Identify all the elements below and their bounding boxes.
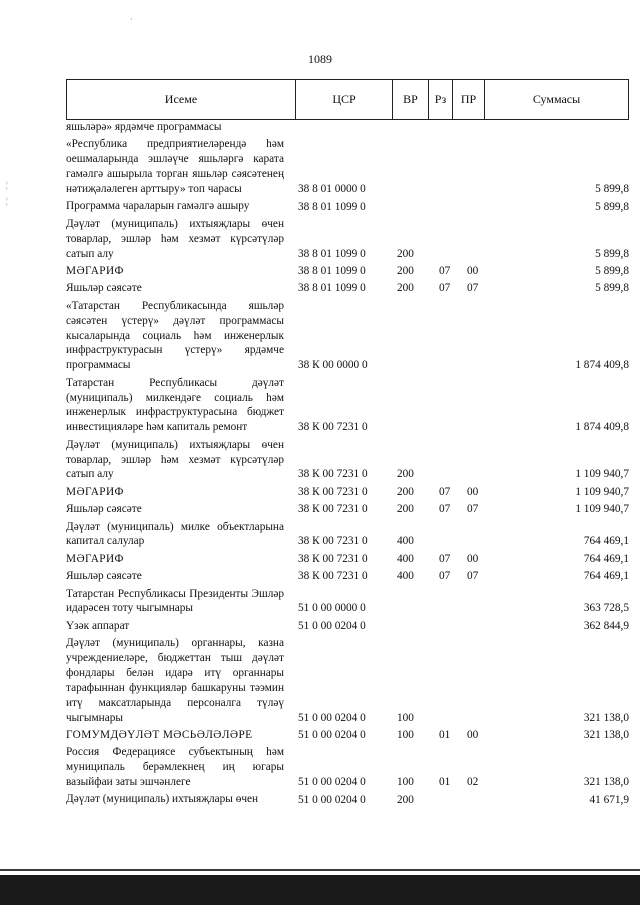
- row-csr: 51 0 00 0204 0: [298, 619, 366, 632]
- row-vr: 100: [397, 729, 414, 742]
- row-sum: 764 469,1: [583, 552, 629, 565]
- table-row: [66, 438, 629, 483]
- row-csr: 51 0 00 0204 0: [298, 793, 366, 806]
- table-row: [66, 120, 629, 135]
- row-name: Татарстан Республикасы дәүләт (муниципаль) милкендәге социаль һәм инженерлык инфраструктурасына бюджет инвестицияләре һәм капиталь ремонт: [66, 376, 284, 434]
- table-row: [66, 728, 629, 743]
- row-vr: 400: [397, 570, 414, 583]
- table-header: [66, 79, 629, 120]
- row-pr: 02: [467, 776, 479, 789]
- table-row: [66, 792, 629, 807]
- row-pr: 07: [467, 282, 479, 295]
- row-pr: 00: [467, 265, 479, 277]
- row-rz: 07: [439, 503, 451, 516]
- row-vr: 200: [397, 265, 414, 277]
- row-sum: 1 874 409,8: [575, 359, 629, 372]
- row-csr: 38 8 01 0000 0: [298, 183, 366, 196]
- header-pr: ПР: [453, 80, 485, 119]
- row-name: «Республика предприятиеләрендә һәм оешмаларында эшләүче яшьләргә карата гамәлгә ашырыла торган яшьләр сәясәтенең нәтиҗәләлеген арттыру» топ чарасы: [66, 138, 284, 196]
- row-sum: 764 469,1: [583, 535, 629, 548]
- row-csr: 38 8 01 1099 0: [298, 265, 366, 277]
- row-vr: 200: [397, 793, 414, 806]
- row-sum: 5 899,8: [595, 265, 629, 277]
- table-row: [66, 485, 629, 500]
- row-name: яшьләрә» ярдәмче программасы: [66, 121, 222, 133]
- row-sum: 1 109 940,7: [575, 485, 629, 498]
- row-sum: 764 469,1: [583, 570, 629, 583]
- scan-mark: ·: [130, 14, 133, 24]
- row-sum: 1 109 940,7: [575, 503, 629, 516]
- row-sum: 363 728,5: [583, 602, 629, 615]
- row-sum: 5 899,8: [595, 183, 629, 196]
- row-name: Дәүләт (муниципаль) ихтыяҗлары өчен товарлар, эшләр һәм хезмәт күрсәтүләр сатып алу: [66, 438, 284, 481]
- row-vr: 100: [397, 776, 414, 789]
- row-rz: 01: [439, 776, 451, 789]
- row-csr: 38 К 00 7231 0: [298, 535, 368, 548]
- row-rz: 07: [439, 265, 451, 277]
- table-row: [66, 217, 629, 262]
- row-name: Дәүләт (муниципаль) ихтыяҗлары өчен товарлар, эшләр һәм хезмәт күрсәтүләр сатып алу: [66, 217, 284, 260]
- page-number: 1089: [308, 52, 332, 66]
- row-pr: 07: [467, 503, 479, 516]
- row-csr: 38 К 00 7231 0: [298, 503, 368, 516]
- table-row: [66, 619, 629, 634]
- row-vr: 200: [397, 282, 414, 295]
- row-name: Дәүләт (муниципаль) милке объектларына капитал салулар: [66, 520, 284, 548]
- row-sum: 5 899,8: [595, 200, 629, 213]
- row-name: Программа чараларын гамәлгә ашыру: [66, 200, 250, 213]
- row-name: Дәүләт (муниципаль) органнары, казна учреждениеләре, бюджеттан тыш дәүләт фондлары белән идарә итү органнары тарафыннан функцияләр башкаруны тәэмин итү максатларында персоналга түләү чыгымнары: [66, 637, 284, 724]
- table-row: [66, 376, 629, 436]
- header-sum: Суммасы: [532, 92, 581, 106]
- row-sum: 321 138,0: [583, 776, 629, 789]
- row-csr: 38 К 00 7231 0: [298, 570, 368, 583]
- row-name: Россия Федерациясе субъектының һәм муниципаль берәмлекнең иң югары вазыйфаи заты эшчәнлеге: [66, 746, 284, 789]
- row-name: Үзәк аппарат: [66, 619, 130, 632]
- row-vr: 400: [397, 535, 414, 548]
- row-csr: 38 8 01 1099 0: [298, 200, 366, 213]
- row-name: МӘГАРИФ: [66, 552, 124, 565]
- scan-edge: [0, 875, 640, 905]
- row-vr: 400: [397, 552, 414, 565]
- header-vr: ВР: [393, 80, 429, 119]
- row-sum: 1 874 409,8: [575, 421, 629, 434]
- row-name: «Татарстан Республикасында яшьләр сәясәтен үстерү» дәүләт программасы кысаларында социаль һәм инженерлык инфраструктурасын үстерү» ярдәмче программасы: [66, 299, 284, 372]
- row-sum: 5 899,8: [595, 282, 629, 295]
- table-row: [66, 552, 629, 567]
- table-row: [66, 502, 629, 517]
- row-csr: 38 К 00 7231 0: [298, 468, 368, 481]
- scan-edge-line: [0, 869, 640, 871]
- row-pr: 07: [467, 570, 479, 583]
- row-pr: 00: [467, 485, 479, 498]
- row-csr: 51 0 00 0204 0: [298, 776, 366, 789]
- row-sum: 362 844,9: [583, 619, 629, 632]
- row-name: Яшьләр сәясәте: [66, 503, 142, 516]
- table-row: [66, 199, 629, 214]
- table-body: [66, 120, 629, 807]
- row-vr: 200: [397, 485, 414, 498]
- row-name: Яшьләр сәясәте: [66, 282, 142, 295]
- scan-mark: ¦: [6, 180, 8, 190]
- row-csr: 38 К 00 7231 0: [298, 421, 368, 434]
- table-row: [66, 587, 629, 617]
- row-sum: 321 138,0: [583, 729, 629, 742]
- row-name: Татарстан Республикасы Президенты Эшләр идарәсен тоту чыгымнары: [66, 587, 284, 615]
- header-csr: ЦСР: [296, 80, 393, 119]
- scan-mark: ¦: [6, 196, 8, 206]
- row-name: ГОМУМДӘҮЛӘТ МӘСЬӘЛӘЛӘРЕ: [66, 728, 253, 741]
- row-vr: 200: [397, 468, 414, 481]
- table-row: [66, 137, 629, 197]
- row-name: Яшьләр сәясәте: [66, 570, 142, 583]
- table-row: [66, 636, 629, 725]
- row-csr: 38 К 00 7231 0: [298, 485, 368, 498]
- header-rz: Рз: [429, 80, 453, 119]
- row-vr: 100: [397, 711, 414, 724]
- row-sum: 41 671,9: [589, 793, 629, 806]
- row-sum: 5 899,8: [595, 247, 629, 260]
- row-name: МӘГАРИФ: [66, 485, 124, 498]
- table-row: [66, 569, 629, 584]
- row-pr: 00: [467, 552, 479, 565]
- row-rz: 07: [439, 570, 451, 583]
- row-vr: 200: [397, 247, 414, 260]
- row-csr: 38 К 00 7231 0: [298, 552, 368, 565]
- row-sum: 1 109 940,7: [575, 468, 629, 481]
- row-vr: 200: [397, 503, 414, 516]
- row-rz: 07: [439, 552, 451, 565]
- row-csr: 38 К 00 0000 0: [298, 359, 368, 372]
- row-rz: 07: [439, 485, 451, 498]
- table-row: [66, 281, 629, 296]
- row-sum: 321 138,0: [583, 711, 629, 724]
- table-row: [66, 745, 629, 790]
- row-csr: 51 0 00 0204 0: [298, 729, 366, 742]
- row-csr: 51 0 00 0000 0: [298, 602, 366, 615]
- row-csr: 51 0 00 0204 0: [298, 711, 366, 724]
- row-rz: 07: [439, 282, 451, 295]
- table-row: [66, 520, 629, 550]
- table-row: [66, 299, 629, 374]
- row-csr: 38 8 01 1099 0: [298, 282, 366, 295]
- row-csr: 38 8 01 1099 0: [298, 247, 366, 260]
- row-name: МӘГАРИФ: [66, 264, 124, 277]
- header-name: Исеме: [67, 80, 296, 119]
- row-name: Дәүләт (муниципаль) ихтыяҗлары өчен: [66, 793, 259, 806]
- row-pr: 00: [467, 729, 479, 742]
- row-rz: 01: [439, 729, 451, 742]
- table-row: [66, 264, 629, 279]
